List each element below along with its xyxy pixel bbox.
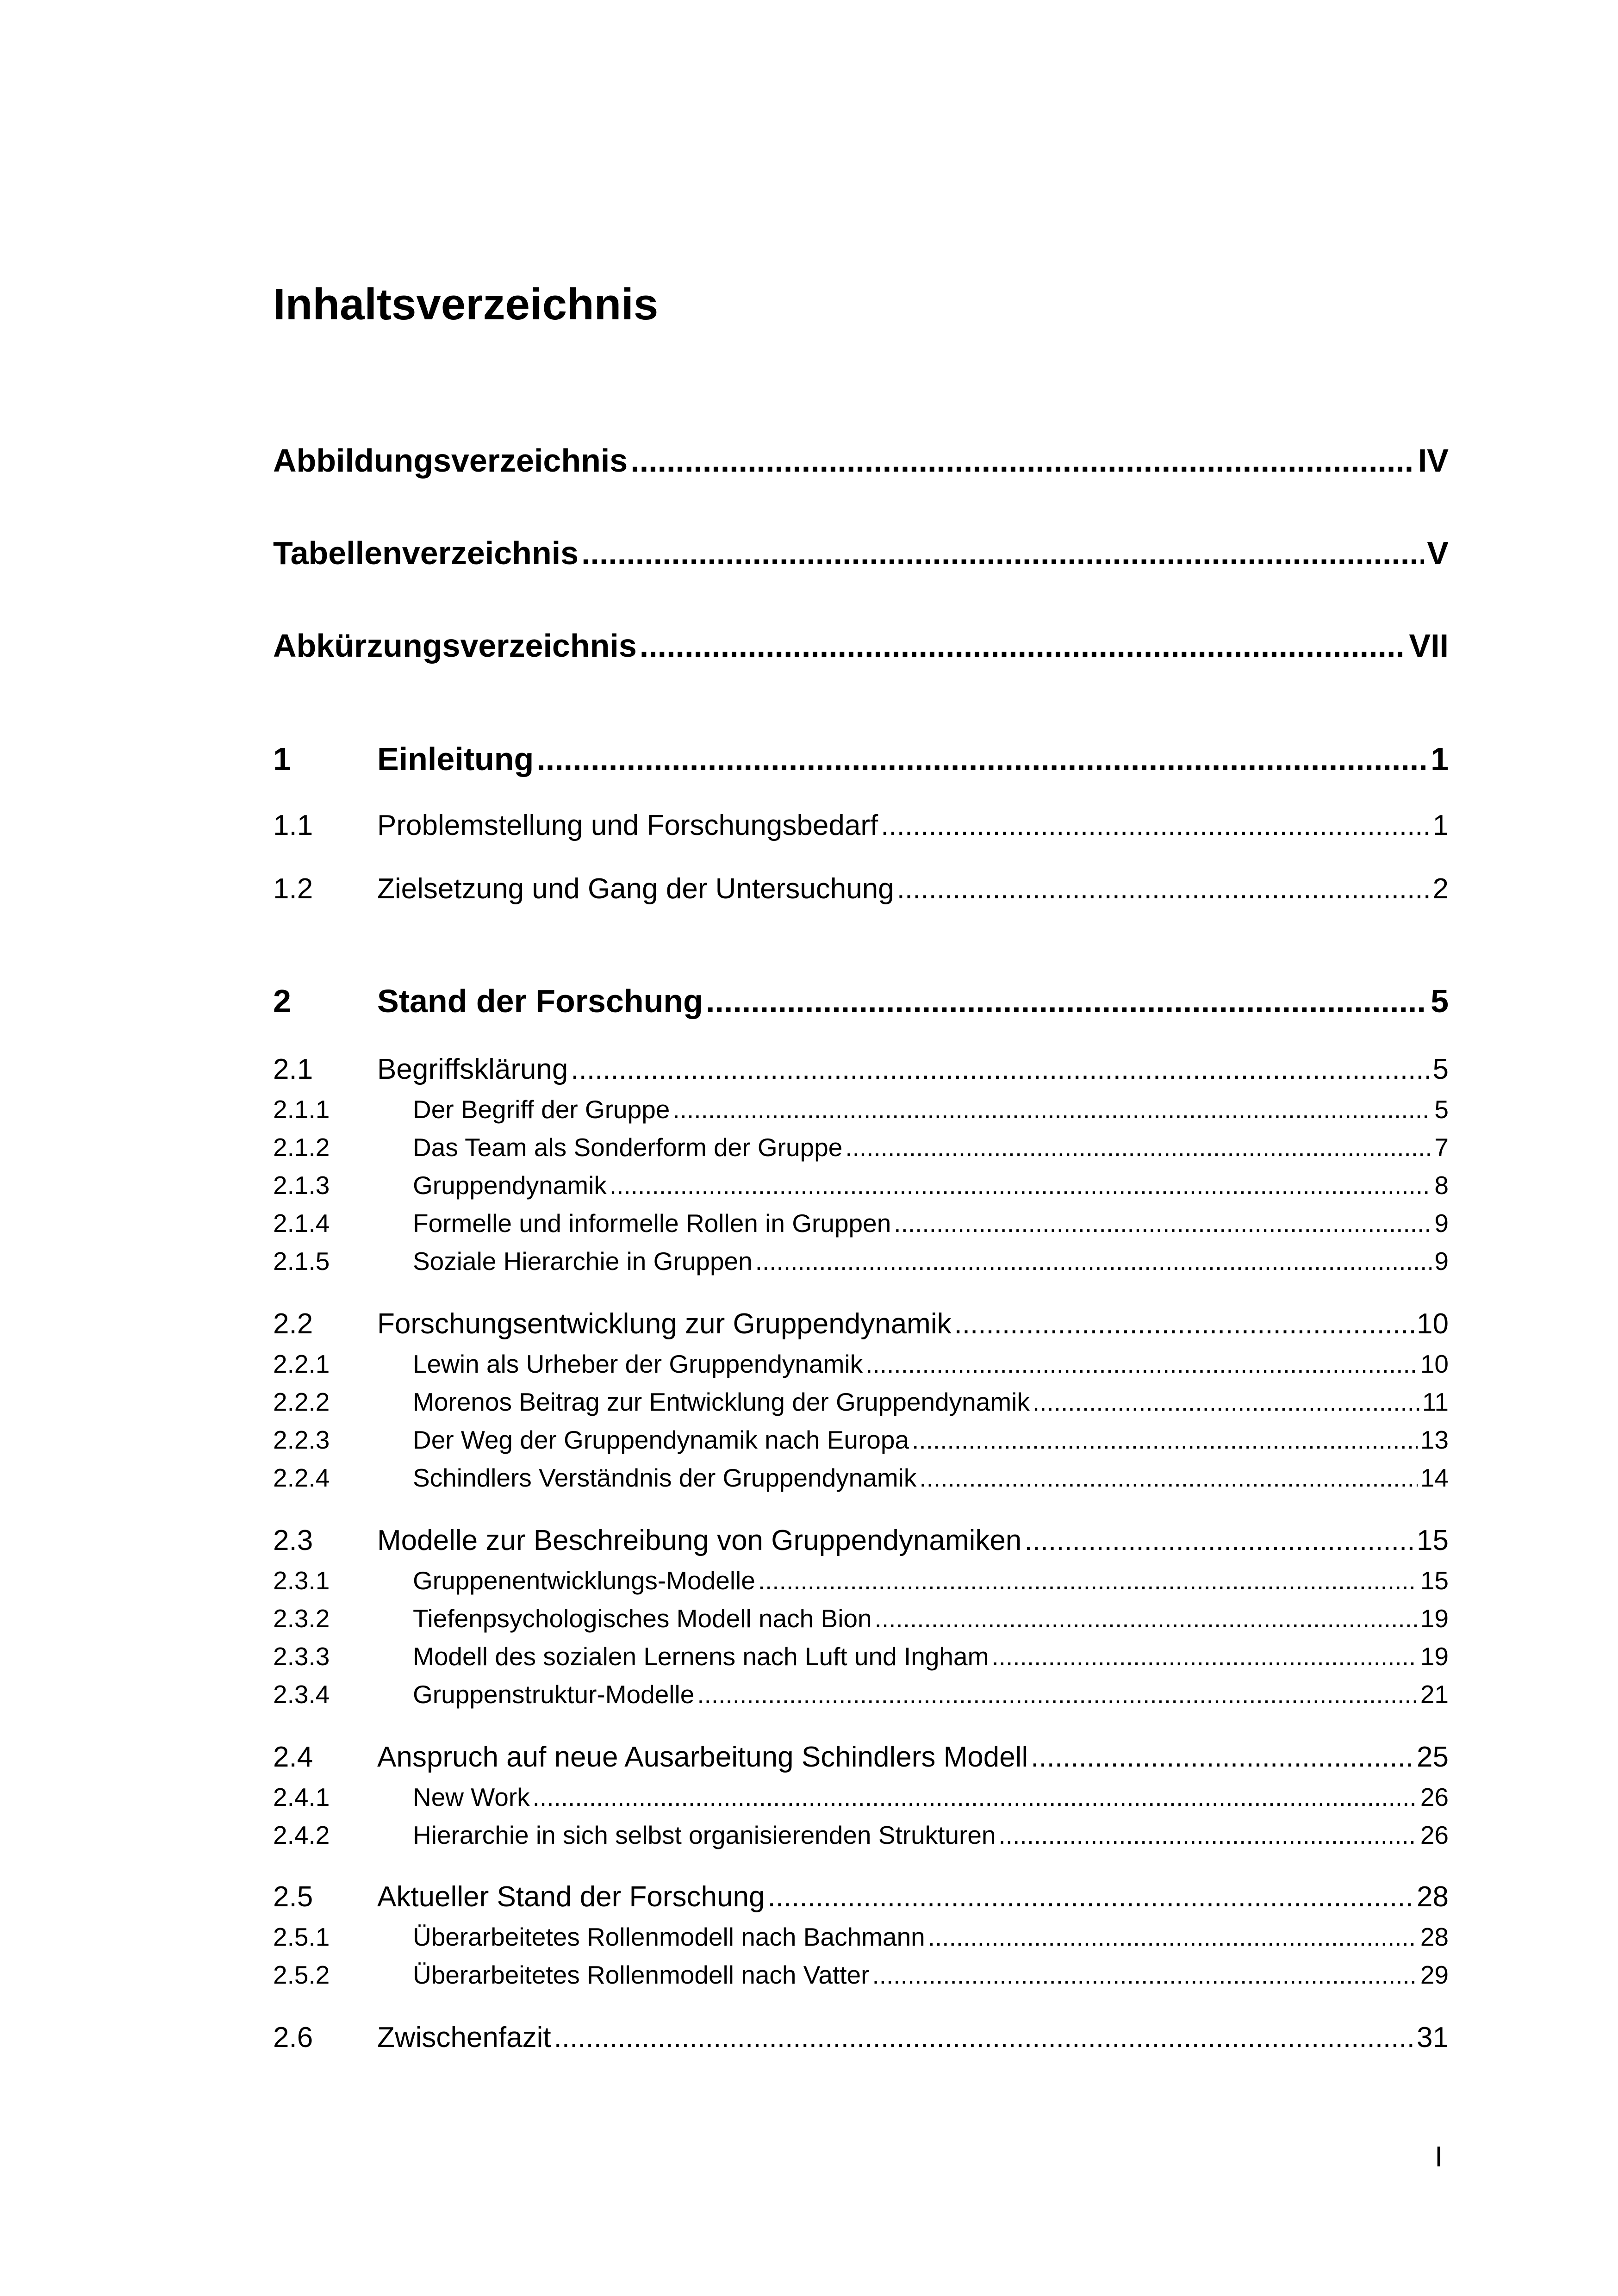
toc-entry-label: Anspruch auf neue Ausarbeitung Schindlers Modell <box>377 1741 1028 1773</box>
toc-entry-label: Gruppenentwicklungs-Modelle <box>413 1566 755 1595</box>
toc-entry-number: 1.2 <box>273 873 313 905</box>
toc-entry-number: 2.2 <box>273 1308 313 1340</box>
toc-entry-number: 2.2.1 <box>273 1350 330 1378</box>
dot-leader <box>581 537 1424 569</box>
toc-entry-page: 5 <box>1431 983 1449 1019</box>
toc-entry-label: Zwischenfazit <box>377 2022 551 2053</box>
dot-leader <box>865 1351 1418 1377</box>
dot-leader <box>999 1823 1418 1848</box>
toc-entry-number: 2.4.1 <box>273 1783 330 1811</box>
toc-entry-tabellenverzeichnis[interactable] <box>273 537 1449 569</box>
dot-leader <box>533 1785 1418 1810</box>
dot-leader <box>894 1211 1431 1236</box>
dot-leader <box>758 1568 1418 1593</box>
toc-entry-page: 2 <box>1432 873 1449 905</box>
toc-subsection-2-3-3[interactable] <box>273 1644 1449 1669</box>
toc-entry-page: 9 <box>1434 1209 1449 1238</box>
dot-leader <box>881 811 1430 840</box>
toc-entry-number: 2.5.1 <box>273 1923 330 1951</box>
toc-subsection-2-5-1[interactable] <box>273 1924 1449 1950</box>
toc-subsection-2-3-1[interactable] <box>273 1568 1449 1593</box>
toc-subsection-2-3-2[interactable] <box>273 1606 1449 1631</box>
toc-entry-label: Modelle zur Beschreibung von Gruppendynamiken <box>377 1524 1022 1556</box>
toc-entry-page: 5 <box>1432 1053 1449 1085</box>
toc-entry-number: 2.4.2 <box>273 1821 330 1849</box>
toc-entry-abkuerzungsverzeichnis[interactable] <box>273 629 1449 662</box>
dot-leader <box>912 1427 1418 1453</box>
toc-entry-page: VII <box>1409 628 1449 664</box>
toc-entry-label: Abbildungsverzeichnis <box>273 442 628 479</box>
toc-entry-label: Tiefenpsychologisches Modell nach Bion <box>413 1604 872 1633</box>
dot-leader <box>991 1644 1417 1669</box>
toc-entry-page: 15 <box>1420 1566 1449 1595</box>
toc-entry-number: 2 <box>273 983 291 1019</box>
dot-leader <box>571 1055 1430 1084</box>
toc-entry-number: 2.1.5 <box>273 1247 330 1276</box>
toc-entry-page: 5 <box>1434 1095 1449 1124</box>
toc-entry-label: New Work <box>413 1783 530 1811</box>
toc-entry-label: Überarbeitetes Rollenmodell nach Vatter <box>413 1960 870 1989</box>
dot-leader <box>706 985 1428 1017</box>
dot-leader <box>1033 1389 1419 1415</box>
toc-section-2-2[interactable] <box>273 1310 1449 1338</box>
toc-entry-page: 14 <box>1420 1463 1449 1492</box>
toc-entry-page: 8 <box>1434 1171 1449 1200</box>
toc-entry-label: Der Begriff der Gruppe <box>413 1095 670 1124</box>
toc-entry-page: 10 <box>1417 1308 1449 1340</box>
toc-entry-page: 1 <box>1432 809 1449 841</box>
toc-subsection-2-1-2[interactable] <box>273 1135 1449 1160</box>
toc-entry-number: 2.3.3 <box>273 1642 330 1671</box>
toc-subsection-2-4-2[interactable] <box>273 1823 1449 1848</box>
toc-entry-page: 19 <box>1420 1604 1449 1633</box>
toc-entry-page: 26 <box>1420 1821 1449 1849</box>
toc-entry-number: 2.1.3 <box>273 1171 330 1200</box>
dot-leader <box>1031 1743 1414 1772</box>
toc-entry-label: Forschungsentwicklung zur Gruppendynamik <box>377 1308 952 1340</box>
toc-entry-number: 2.1.1 <box>273 1095 330 1124</box>
toc-entry-label: Der Weg der Gruppendynamik nach Europa <box>413 1425 909 1454</box>
toc-subsection-2-1-1[interactable] <box>273 1097 1449 1122</box>
dot-leader <box>697 1682 1417 1707</box>
toc-entry-number: 1.1 <box>273 809 313 841</box>
toc-section-1-1[interactable] <box>273 811 1449 840</box>
toc-entry-page: 28 <box>1420 1923 1449 1951</box>
dot-leader <box>1024 1526 1414 1555</box>
page-number: I <box>1435 2141 1443 2173</box>
toc-entry-label: Gruppenstruktur-Modelle <box>413 1680 695 1709</box>
toc-section-2-5[interactable] <box>273 1883 1449 1911</box>
toc-entry-page: 15 <box>1417 1524 1449 1556</box>
toc-entry-label: Einleitung <box>377 741 534 777</box>
toc-entry-page: 29 <box>1420 1960 1449 1989</box>
toc-entry-page: 7 <box>1434 1133 1449 1162</box>
toc-entry-page: IV <box>1418 442 1449 479</box>
toc-chapter-2[interactable] <box>273 985 1449 1017</box>
toc-entry-page: 11 <box>1422 1388 1449 1416</box>
toc-entry-number: 2.3 <box>273 1524 313 1556</box>
toc-entry-label: Gruppendynamik <box>413 1171 607 1200</box>
toc-entry-number: 2.1 <box>273 1053 313 1085</box>
dot-leader <box>954 1310 1414 1338</box>
toc-entry-number: 2.5 <box>273 1881 313 1913</box>
dot-leader <box>630 444 1415 477</box>
toc-entry-page: 31 <box>1417 2022 1449 2053</box>
toc-entry-number: 2.2.4 <box>273 1463 330 1492</box>
toc-entry-number: 1 <box>273 741 291 777</box>
toc-entry-label: Abkürzungsverzeichnis <box>273 628 637 664</box>
toc-entry-label: Morenos Beitrag zur Entwicklung der Gruppendynamik <box>413 1388 1030 1416</box>
toc-entry-label: Zielsetzung und Gang der Untersuchung <box>377 873 894 905</box>
dot-leader <box>672 1097 1431 1122</box>
toc-entry-label: Schindlers Verständnis der Gruppendynamik <box>413 1463 917 1492</box>
toc-entry-label: Tabellenverzeichnis <box>273 535 579 571</box>
toc-entry-page: 13 <box>1420 1425 1449 1454</box>
toc-entry-page: 10 <box>1420 1350 1449 1378</box>
toc-subsection-2-2-2[interactable] <box>273 1389 1449 1415</box>
dot-leader <box>919 1465 1417 1491</box>
toc-entry-label: Hierarchie in sich selbst organisierenden Strukturen <box>413 1821 996 1849</box>
toc-entry-label: Lewin als Urheber der Gruppendynamik <box>413 1350 863 1378</box>
toc-subsection-2-4-1[interactable] <box>273 1785 1449 1810</box>
page-title: Inhaltsverzeichnis <box>273 280 659 329</box>
toc-entry-page: 19 <box>1420 1642 1449 1671</box>
toc-section-2-1[interactable] <box>273 1055 1449 1084</box>
toc-entry-number: 2.2.2 <box>273 1388 330 1416</box>
dot-leader <box>875 1606 1418 1631</box>
toc-entry-number: 2.1.4 <box>273 1209 330 1238</box>
toc-entry-label: Modell des sozialen Lernens nach Luft und Ingham <box>413 1642 989 1671</box>
toc-entry-label: Das Team als Sonderform der Gruppe <box>413 1133 843 1162</box>
toc-entry-number: 2.6 <box>273 2022 313 2053</box>
toc-entry-label: Aktueller Stand der Forschung <box>377 1881 765 1913</box>
toc-subsection-2-5-2[interactable] <box>273 1962 1449 1988</box>
toc-entry-page: 9 <box>1434 1247 1449 1276</box>
toc-entry-page: 28 <box>1417 1881 1449 1913</box>
toc-entry-label: Überarbeitetes Rollenmodell nach Bachmann <box>413 1923 925 1951</box>
toc-subsection-2-2-1[interactable] <box>273 1351 1449 1377</box>
toc-entry-number: 2.3.4 <box>273 1680 330 1709</box>
toc-entry-label: Problemstellung und Forschungsbedarf <box>377 809 878 841</box>
dot-leader <box>640 629 1406 662</box>
toc-chapter-1[interactable] <box>273 743 1449 775</box>
toc-subsection-2-1-3[interactable] <box>273 1173 1449 1198</box>
dot-leader <box>928 1924 1418 1950</box>
toc-entry-label: Soziale Hierarchie in Gruppen <box>413 1247 753 1276</box>
dot-leader <box>610 1173 1432 1198</box>
toc-entry-number: 2.4 <box>273 1741 313 1773</box>
toc-entry-page: 25 <box>1417 1741 1449 1773</box>
dot-leader <box>767 1883 1414 1911</box>
toc-entry-number: 2.3.2 <box>273 1604 330 1633</box>
toc-entry-label: Formelle und informelle Rollen in Gruppen <box>413 1209 891 1238</box>
toc-entry-number: 2.1.2 <box>273 1133 330 1162</box>
toc-entry-number: 2.3.1 <box>273 1566 330 1595</box>
toc-entry-number: 2.5.2 <box>273 1960 330 1989</box>
toc-entry-page: V <box>1427 535 1449 571</box>
dot-leader <box>755 1249 1432 1274</box>
toc-entry-label: Begriffsklärung <box>377 1053 568 1085</box>
dot-leader <box>554 2023 1414 2052</box>
toc-section-2-6[interactable] <box>273 2023 1449 2052</box>
toc-entry-page: 26 <box>1420 1783 1449 1811</box>
toc-entry-number: 2.2.3 <box>273 1425 330 1454</box>
toc-subsection-2-2-4[interactable] <box>273 1465 1449 1491</box>
toc-entry-page: 1 <box>1431 741 1449 777</box>
dot-leader <box>536 743 1428 775</box>
dot-leader <box>872 1962 1417 1988</box>
toc-section-1-2[interactable] <box>273 875 1449 903</box>
dot-leader <box>845 1135 1431 1160</box>
toc-subsection-2-2-3[interactable] <box>273 1427 1449 1453</box>
toc-section-2-4[interactable] <box>273 1743 1449 1772</box>
toc-subsection-2-1-4[interactable] <box>273 1211 1449 1236</box>
dot-leader <box>897 875 1430 903</box>
toc-subsection-2-3-4[interactable] <box>273 1682 1449 1707</box>
toc-entry-abbildungsverzeichnis[interactable] <box>273 444 1449 477</box>
toc-entry-label: Stand der Forschung <box>377 983 703 1019</box>
toc-subsection-2-1-5[interactable] <box>273 1249 1449 1274</box>
toc-entry-page: 21 <box>1420 1680 1449 1709</box>
toc-section-2-3[interactable] <box>273 1526 1449 1555</box>
